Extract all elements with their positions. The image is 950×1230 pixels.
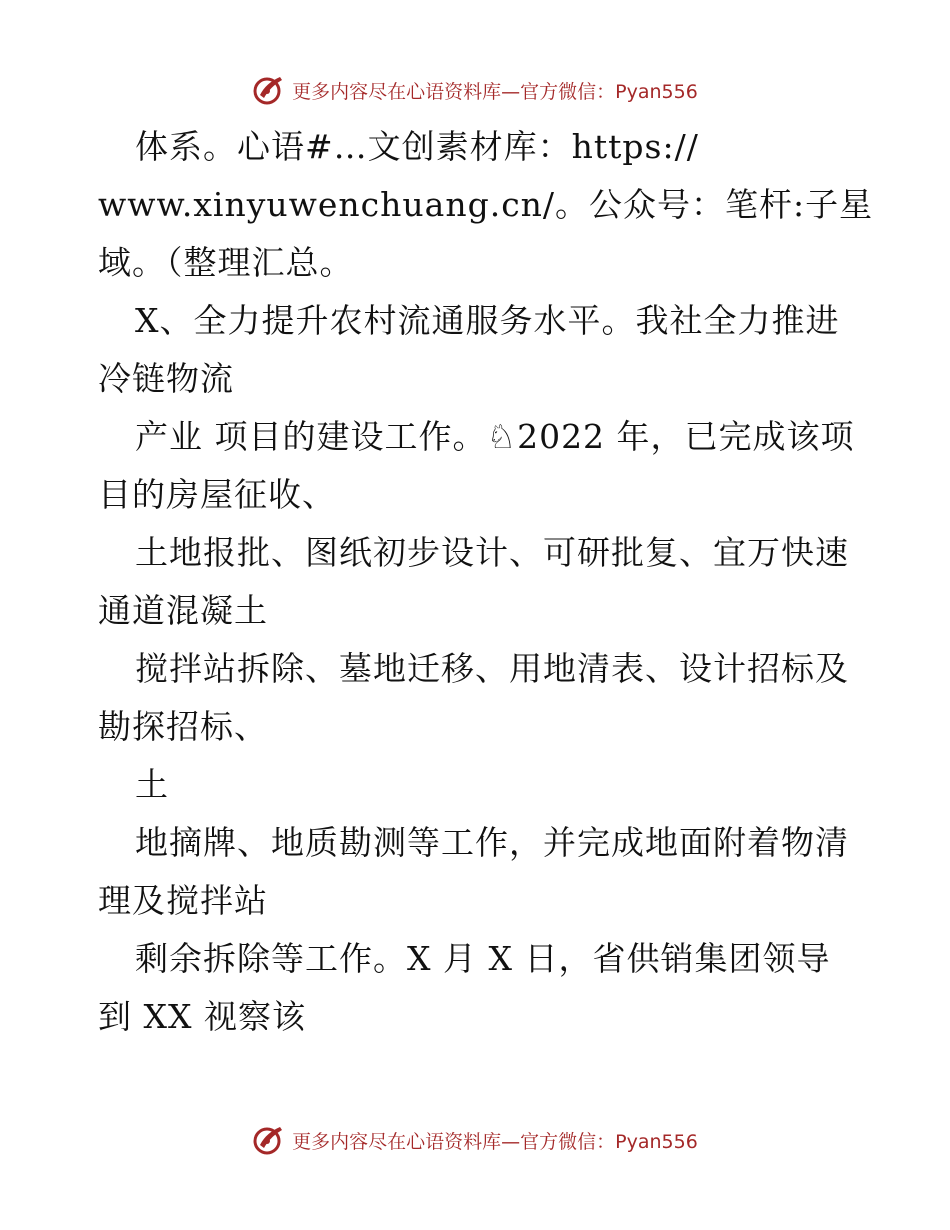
text-line: 目的房屋征收、 [98,475,336,514]
brush-seal-icon [252,1123,286,1157]
text-line: 勘探招标、 [98,707,268,746]
footer-banner [0,1120,950,1160]
footer-banner-text: 更多内容尽在心语资料库—官方微信：Pyan556 [292,1130,698,1153]
text-line: 冷链物流 [98,359,234,398]
text-line: 搅拌站拆除、墓地迁移、用地清表、设计招标及 [135,649,849,688]
text-line: 产业 项目的建设工作。♘2022 年，已完成该项 [135,417,855,456]
text-line: www.xinyuwenchuang.cn/。公众号：笔杆:子星 [98,185,874,224]
text-line: X、全力提升农村流通服务水平。我社全力推进 [135,301,840,340]
text-line: 域。（整理汇总。 [98,243,354,282]
header-banner [0,70,950,110]
text-line: 理及搅拌站 [98,881,268,920]
document-body [98,118,874,1046]
text-line: 地摘牌、地质勘测等工作，并完成地面附着物清 [135,823,849,862]
text-line: 剩余拆除等工作。X 月 X 日，省供销集团领导 [135,939,831,978]
text-line: 体系。心语#…文创素材库：https:// [135,127,699,166]
text-line: 到 XX 视察该 [98,997,306,1036]
text-line: 通道混凝土 [98,591,268,630]
text-line: 土地报批、图纸初步设计、可研批复、宜万快速 [135,533,849,572]
text-line: 土 [135,765,169,804]
header-banner-text: 更多内容尽在心语资料库—官方微信：Pyan556 [292,80,698,103]
brush-seal-icon [252,73,286,107]
